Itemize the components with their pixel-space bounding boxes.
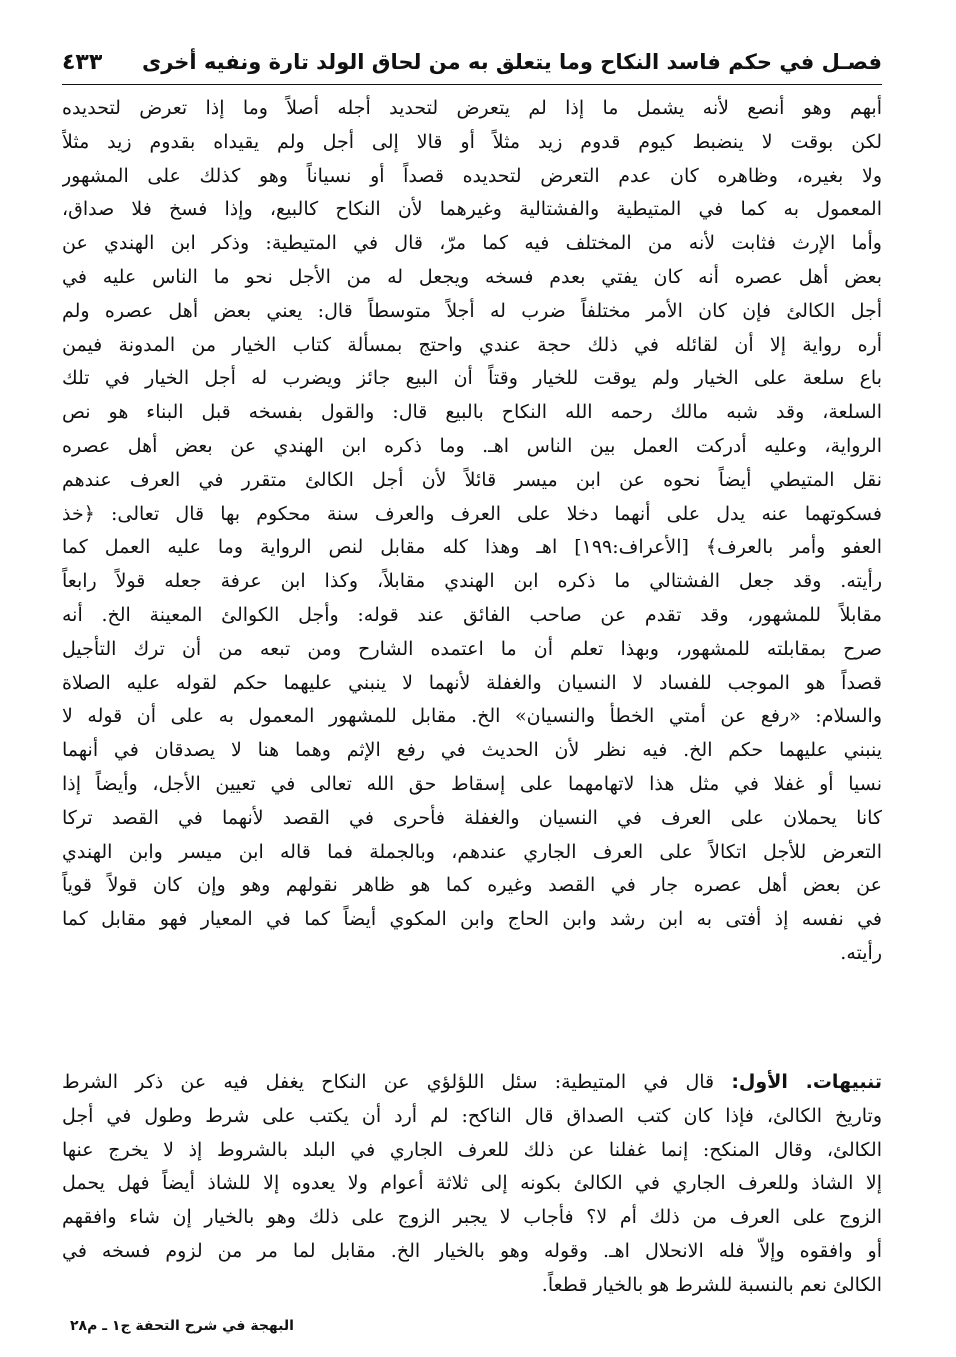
text-line: قصداً هو الموجب للفساد لا النسيان والغفلة لأنهما لا ينبني عليهما حكم لقوله عليه الصلاة xyxy=(62,671,882,694)
text-line: أبهم وهو أنصع لأنه يشمل ما إذا لم يتعرض لتحديد أجله أصلاً وما إذا تعرض لتحديده xyxy=(62,97,882,119)
text-line: نسيا أو غفلا في مثل هذا لاتهامهما على إسقاط حق الله تعالى في تعيين الأجل، وأيضاً إذا xyxy=(62,772,882,795)
text-line: والسلام: «رفع عن أمتي الخطأ والنسيان» الخ. مقابل للمشهور المعمول به على أن قوله لا xyxy=(62,705,882,728)
text-line: التعرض للأجل اتكالاً على العرف الجاري عندهم، وبالجملة فما قاله ابن ميسر وابن الهندي xyxy=(62,840,882,863)
running-title: فصـل في حكم فاسد النكاح وما يتعلق به من لحاق الولد تارة ونفيه أخرى xyxy=(141,50,882,74)
text-line: مقابلاً للمشهور، وقد تقدم عن صاحب الفائق عند قوله: وأجل الكوالئ المعينة الخ. أنه xyxy=(62,603,882,626)
text-line: وتاريخ الكالئ، فإذا كان كتب الصداق قال الناكح: لم أرد أن يكتب على شرط وطول في أجل xyxy=(62,1104,882,1127)
text-line: كانا يحملان على العرف في النسيان والغفلة فأحرى في القصد لأنهما في القصد تركا xyxy=(62,806,882,829)
page-number: ٤٣٣ xyxy=(62,49,103,75)
text-line: الزوج على العرف من ذلك أم لا؟ فأجاب لا يجبر الزوج على ذلك وهو بالخيار إن شاء وافقهم xyxy=(62,1206,882,1229)
text-line: ينبني عليهما حكم الخ. فيه نظر لأن الحديث في رفع الإثم وهما هنا لا يصدقان في أنهما xyxy=(62,739,882,762)
text-line: بعض أهل عصره أنه كان يفتي بعدم فسخه ويجعل له من الأجل نحو ما الناس عليه في xyxy=(62,265,882,288)
text-line: العفو وأمر بالعرف﴾ [الأعراف:١٩٩] اهـ وهذا كله مقابل لنص الرواية وما عليه العمل كما xyxy=(62,536,882,559)
text-line: ولا بغيره، وظاهره كان عدم التعرض لتحديده قصداً أو نسياناً وهو كذلك على المشهور xyxy=(62,164,882,187)
text-line: باع سلعة على الخيار ولم يوقت للخيار وقتاً أن البيع جائز ويضرب له أجل الخيار في تلك xyxy=(62,367,882,390)
text-line: إلا الشاذ وللعرف الجاري في الكالئ بكونه إلى ثلاثة أعوام ولا يعدوه إلا للشاذ أيضاً فهل يحمل xyxy=(62,1172,882,1195)
text-line: المعمول به كما في المتيطية والفشتالية وغيرهما لأن النكاح كالبيع، وإذا فسخ فلا صداق، xyxy=(62,198,882,221)
signature-footer: البهجة في شرح التحفة ج١ ـ م٢٨ xyxy=(70,1318,294,1334)
text-line: السلعة، وقد شبه مالك رحمه الله النكاح بالبيع قال: والقول بفسخه قبل البناء هو نص xyxy=(62,401,882,424)
paragraph-main xyxy=(62,92,882,971)
text-line: فسكوتهما عنه يدل على أنهما دخلا على العرف والعرف سنة محكوم بها قال تعالى: ﴿خذ xyxy=(62,502,882,525)
text-line: الكالئ نعم بالنسبة للشرط هو بالخيار قطعاً. xyxy=(541,1273,882,1296)
text-line: الكالئ، وقال المنكح: إنما غفلنا عن ذلك للعرف الجاري في البلد بالشروط إذ لا يخرج عنها xyxy=(62,1138,882,1161)
section-heading: تنبيهات. الأول: xyxy=(731,1071,882,1093)
text-line: صرح بمقابلته للمشهور، وبهذا تعلم أن ما اعتمده الشارح ومن تبعه من أن ترك التأجيل xyxy=(62,637,882,660)
text-line: رأيته. وقد جعل الفشتالي ما ذكره ابن الهندي مقابلاً، وكذا ابن عرفة جعله قولاً رابعاً xyxy=(62,570,882,593)
text-line: أو وافقوه وإلاّ فله الانحلال اهـ. وقوله وهو بالخيار الخ. مقابل لما مر من لزوم فسخه في xyxy=(62,1239,882,1262)
text-line: رأيته. xyxy=(840,941,882,964)
text-line: لكن بوقت لا ينضبط كيوم قدوم زيد مثلاً أو قالا إلى أجل ولم يقيداه بقدوم زيد مثلاً xyxy=(62,130,882,153)
text-line: وأما الإرث فثابت لأنه من المختلف فيه كما مرّ، قال في المتيطية: وذكر ابن الهندي عن xyxy=(62,232,882,255)
text-line xyxy=(62,1066,882,1100)
text-line: أره رواية إلا أن لقائله في ذلك حجة عندي واحتج بمسألة كتاب الخيار من المدونة فيمن xyxy=(62,333,882,356)
text-fragment: قال في المتيطية: سئل اللؤلؤي عن النكاح يغفل فيه عن ذكر الشرط xyxy=(62,1071,732,1093)
paragraph-notes xyxy=(62,1066,882,1303)
text-line: في نفسه إذ أفتى به ابن رشد وابن الحاج وابن المكوي أيضاً كما في المعيار فهو مقابل كما xyxy=(62,908,882,931)
text-line: عن بعض أهل عصره جار في القصد وغيره كما هو ظاهر نقولهم وهو وإن كان قولاً قوياً xyxy=(62,874,882,897)
text-line: أجل الكالئ فإن كان الأمر مختلفاً ضرب له أجلاً متوسطاً قال: يعني بعض أهل عصره ولم xyxy=(62,299,882,322)
running-header xyxy=(62,40,882,85)
text-line: نقل المتيطي أيضاً نحوه عن ابن ميسر قائلاً لأن أجل الكالئ متقرر في العرف عندهم xyxy=(62,468,882,491)
text-line: الرواية، وعليه أدركت العمل بين الناس اهـ. وما ذكره ابن الهندي عن بعض أهل عصره xyxy=(62,434,882,457)
